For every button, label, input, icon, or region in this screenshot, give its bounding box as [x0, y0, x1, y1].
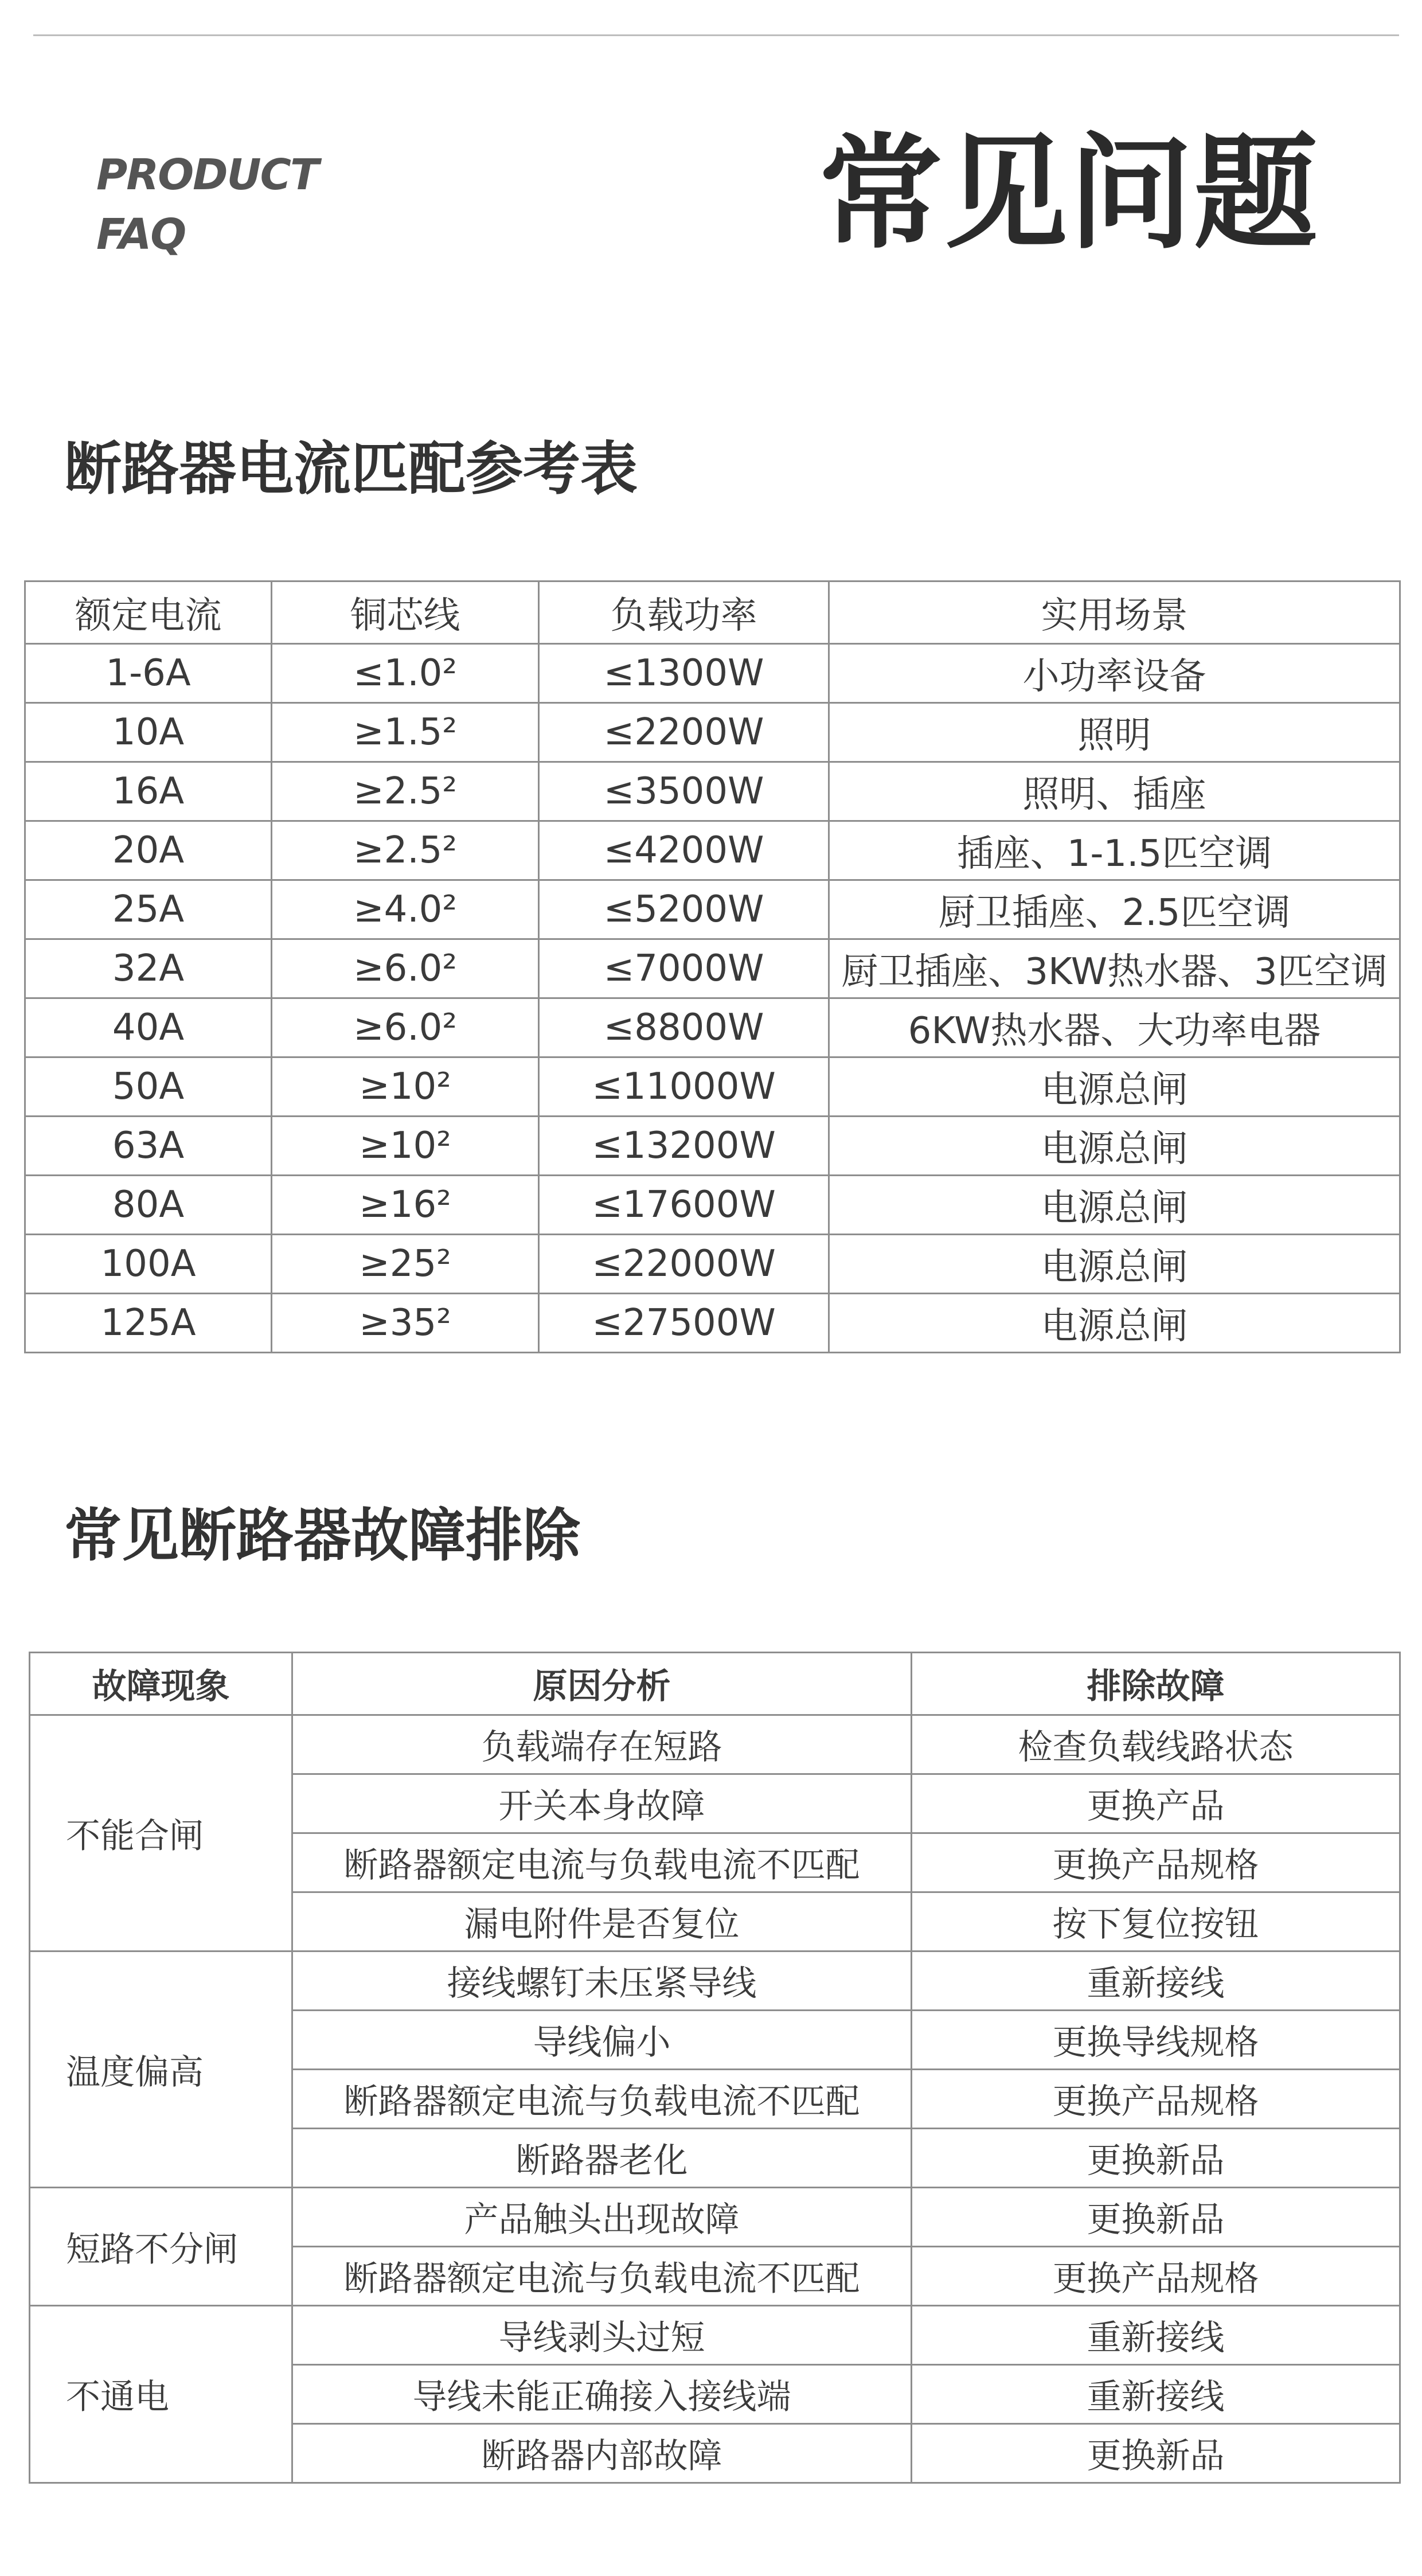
- table-row: [25, 998, 1400, 1057]
- table-header-row: [25, 581, 1400, 644]
- table-row: [30, 1715, 1400, 1774]
- column-header: 负载功率: [539, 581, 829, 644]
- table-cell: ≥6.0²: [272, 998, 539, 1057]
- solution-cell: 更换产品: [912, 1774, 1400, 1833]
- cause-cell: 导线剥头过短: [292, 2306, 912, 2365]
- cause-cell: 接线螺钉未压紧导线: [292, 1951, 912, 2011]
- solution-cell: 重新接线: [912, 1951, 1400, 2011]
- table-row: [25, 939, 1400, 998]
- cause-cell: 断路器老化: [292, 2129, 912, 2188]
- column-header: 原因分析: [292, 1653, 912, 1715]
- table-row: [25, 703, 1400, 762]
- top-divider: [33, 34, 1399, 36]
- table-cell: ≤8800W: [539, 998, 829, 1057]
- table-cell: 125A: [25, 1294, 272, 1353]
- table-cell: 小功率设备: [829, 644, 1400, 703]
- table-cell: ≥4.0²: [272, 880, 539, 939]
- table-cell: ≥35²: [272, 1294, 539, 1353]
- cause-cell: 断路器额定电流与负载电流不匹配: [292, 2070, 912, 2129]
- table-row: [30, 2188, 1400, 2247]
- table-row: [25, 1176, 1400, 1235]
- table-cell: 电源总闸: [829, 1117, 1400, 1176]
- table-cell: ≤5200W: [539, 880, 829, 939]
- table-cell: ≤22000W: [539, 1235, 829, 1294]
- table-cell: 63A: [25, 1117, 272, 1176]
- solution-cell: 更换产品规格: [912, 1833, 1400, 1892]
- symptom-cell: 不能合闸: [30, 1715, 292, 1951]
- table-cell: 20A: [25, 821, 272, 880]
- table-cell: ≥6.0²: [272, 939, 539, 998]
- table-row: [25, 821, 1400, 880]
- cause-cell: 导线偏小: [292, 2011, 912, 2070]
- table-cell: 插座、1-1.5匹空调: [829, 821, 1400, 880]
- table-cell: 照明、插座: [829, 762, 1400, 821]
- table-row: [25, 1117, 1400, 1176]
- table-cell: ≤1300W: [539, 644, 829, 703]
- column-header: 铜芯线: [272, 581, 539, 644]
- page-title: 常见问题: [818, 122, 1319, 266]
- solution-cell: 更换产品规格: [912, 2070, 1400, 2129]
- solution-cell: 更换导线规格: [912, 2011, 1400, 2070]
- table-cell: 厨卫插座、3KW热水器、3匹空调: [829, 939, 1400, 998]
- table-cell: ≤2200W: [539, 703, 829, 762]
- table-cell: 100A: [25, 1235, 272, 1294]
- table-cell: 50A: [25, 1057, 272, 1117]
- table-cell: ≥2.5²: [272, 821, 539, 880]
- table-cell: 25A: [25, 880, 272, 939]
- table-cell: ≥25²: [272, 1235, 539, 1294]
- table-cell: ≥1.5²: [272, 703, 539, 762]
- solution-cell: 检查负载线路状态: [912, 1715, 1400, 1774]
- table-cell: ≤4200W: [539, 821, 829, 880]
- symptom-cell: 温度偏高: [30, 1951, 292, 2188]
- english-heading-line1: PRODUCT: [96, 150, 318, 200]
- table-cell: 1-6A: [25, 644, 272, 703]
- solution-cell: 按下复位按钮: [912, 1892, 1400, 1951]
- solution-cell: 更换新品: [912, 2129, 1400, 2188]
- table-cell: 40A: [25, 998, 272, 1057]
- table-cell: 电源总闸: [829, 1294, 1400, 1353]
- solution-cell: 更换新品: [912, 2188, 1400, 2247]
- table-row: [30, 1951, 1400, 2011]
- cause-cell: 漏电附件是否复位: [292, 1892, 912, 1951]
- table-row: [25, 1057, 1400, 1117]
- table-cell: 10A: [25, 703, 272, 762]
- current-matching-table: [24, 580, 1401, 1353]
- column-header: 额定电流: [25, 581, 272, 644]
- table-cell: 电源总闸: [829, 1057, 1400, 1117]
- table-row: [30, 2306, 1400, 2365]
- column-header: 故障现象: [30, 1653, 292, 1715]
- table-cell: ≤1.0²: [272, 644, 539, 703]
- table-cell: ≤27500W: [539, 1294, 829, 1353]
- table-cell: ≤13200W: [539, 1117, 829, 1176]
- table-cell: ≥10²: [272, 1057, 539, 1117]
- table-cell: 6KW热水器、大功率电器: [829, 998, 1400, 1057]
- table-cell: ≥10²: [272, 1117, 539, 1176]
- symptom-cell: 不通电: [30, 2306, 292, 2483]
- table-cell: 厨卫插座、2.5匹空调: [829, 880, 1400, 939]
- solution-cell: 更换新品: [912, 2424, 1400, 2483]
- cause-cell: 断路器额定电流与负载电流不匹配: [292, 2247, 912, 2306]
- column-header: 实用场景: [829, 581, 1400, 644]
- table-cell: ≤7000W: [539, 939, 829, 998]
- table-cell: 16A: [25, 762, 272, 821]
- table-cell: 80A: [25, 1176, 272, 1235]
- table-cell: ≤17600W: [539, 1176, 829, 1235]
- table-cell: 电源总闸: [829, 1176, 1400, 1235]
- solution-cell: 更换产品规格: [912, 2247, 1400, 2306]
- table-row: [25, 644, 1400, 703]
- cause-cell: 断路器内部故障: [292, 2424, 912, 2483]
- table-cell: ≤3500W: [539, 762, 829, 821]
- table-cell: 32A: [25, 939, 272, 998]
- cause-cell: 开关本身故障: [292, 1774, 912, 1833]
- table-cell: 照明: [829, 703, 1400, 762]
- cause-cell: 负载端存在短路: [292, 1715, 912, 1774]
- column-header: 排除故障: [912, 1653, 1400, 1715]
- cause-cell: 导线未能正确接入接线端: [292, 2365, 912, 2424]
- table-row: [25, 880, 1400, 939]
- table-row: [25, 1294, 1400, 1353]
- table-row: [25, 762, 1400, 821]
- table-cell: 电源总闸: [829, 1235, 1400, 1294]
- table-cell: ≥2.5²: [272, 762, 539, 821]
- section-title-current-table: 断路器电流匹配参考表: [64, 435, 638, 502]
- cause-cell: 产品触头出现故障: [292, 2188, 912, 2247]
- table-cell: ≤11000W: [539, 1057, 829, 1117]
- table-header-row: [30, 1653, 1400, 1715]
- troubleshooting-table: [29, 1652, 1401, 2484]
- section-title-troubleshooting: 常见断路器故障排除: [64, 1502, 580, 1569]
- solution-cell: 重新接线: [912, 2365, 1400, 2424]
- table-row: [25, 1235, 1400, 1294]
- cause-cell: 断路器额定电流与负载电流不匹配: [292, 1833, 912, 1892]
- table-cell: ≥16²: [272, 1176, 539, 1235]
- symptom-cell: 短路不分闸: [30, 2188, 292, 2306]
- solution-cell: 重新接线: [912, 2306, 1400, 2365]
- english-heading-line2: FAQ: [96, 210, 186, 259]
